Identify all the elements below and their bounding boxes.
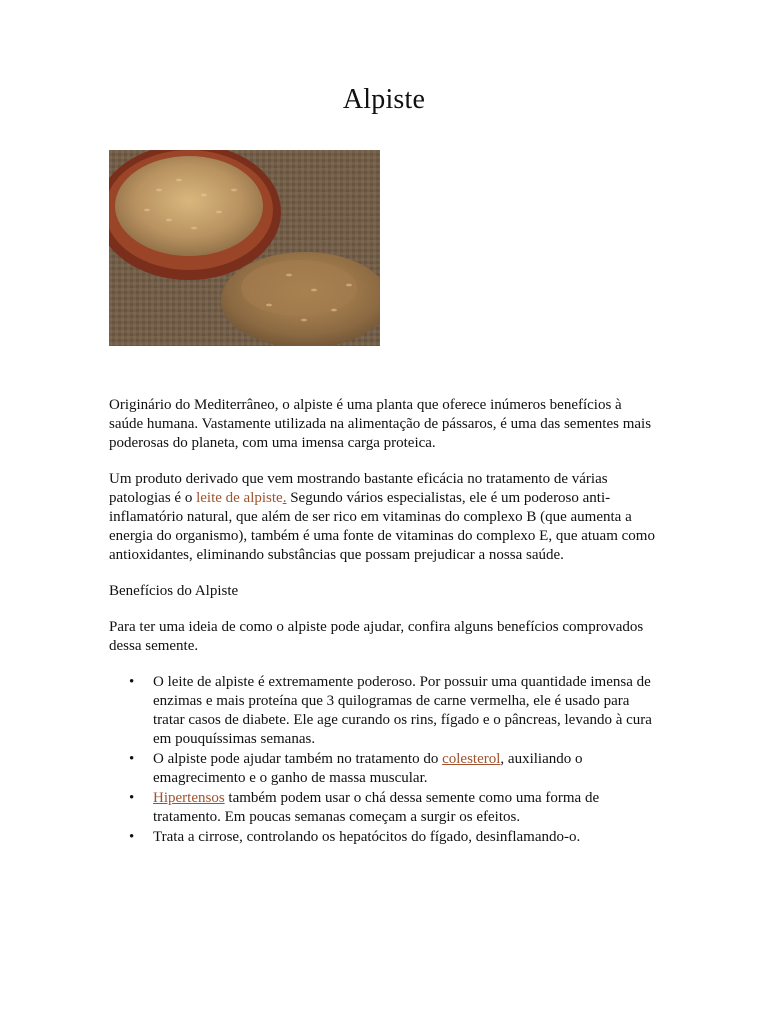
bullet-marker: •	[129, 751, 135, 767]
list-item-text: Trata a cirrose, controlando os hepatócitos do fígado, desinflamando-o.	[153, 829, 581, 845]
benefits-list	[109, 673, 659, 847]
paragraph-origin: Originário do Mediterrâneo, o alpiste é uma planta que oferece inúmeros benefícios à saúde humana. Vastamente utilizada na alimentação de pássaros, é uma das sementes mais poderosas do planeta, com uma imensa carga proteica.	[109, 397, 652, 451]
list-item-text: O leite de alpiste é extremamente poderoso. Por possuir uma quantidade imensa de enzimas e mais proteína que 3 quilogramas de carne vermelha, ele é usado para tratar casos de diabete. Ele age curando os rins, fígado e o pâncreas, levando à cura em pouquíssimas semanas.	[153, 674, 652, 747]
bullet-marker: •	[129, 674, 135, 690]
paragraph-intro: Para ter uma ideia de como o alpiste pode ajudar, confira alguns benefícios comprovados dessa semente.	[109, 619, 644, 654]
list-item	[109, 750, 659, 788]
list-item	[109, 789, 659, 827]
link-hipertensos[interactable]: Hipertensos	[153, 790, 225, 806]
list-item-text-after: , auxiliando o emagrecimento e o ganho de massa muscular.	[153, 751, 583, 786]
bullet-marker: •	[129, 790, 135, 806]
seeds-photo	[109, 150, 380, 346]
link-leite-de-alpiste-tail[interactable]: .	[282, 490, 287, 506]
paragraph-milk-before: Um produto derivado que vem mostrando bastante eficácia no tratamento de várias patologias é o	[109, 471, 608, 506]
bullet-marker: •	[129, 829, 135, 845]
link-colesterol[interactable]: colesterol	[442, 751, 501, 767]
paragraph-milk-after: Segundo vários especialistas, ele é um poderoso anti-inflamatório natural, que além de ser rico em vitaminas do complexo B (que aumenta a energia do organismo), também é uma fonte de vitaminas do complexo E, que atuam como antioxidantes, eliminando substâncias que possam prejudicar a nossa saúde.	[109, 490, 655, 563]
page-title: Alpiste	[342, 84, 426, 115]
paragraph-milk	[109, 470, 659, 565]
link-leite-de-alpiste[interactable]: leite de alpiste	[196, 490, 283, 506]
list-item	[109, 828, 659, 847]
seeds-illustration	[109, 150, 380, 346]
list-item-text-after: também podem usar o chá dessa semente como uma forma de tratamento. Em poucas semanas começam a surgir os efeitos.	[153, 790, 600, 825]
list-item-text-before: O alpiste pode ajudar também no tratamento do	[153, 751, 443, 767]
article-body	[109, 396, 659, 848]
section-subheading: Benefícios do Alpiste	[109, 583, 239, 599]
list-item	[109, 673, 659, 749]
